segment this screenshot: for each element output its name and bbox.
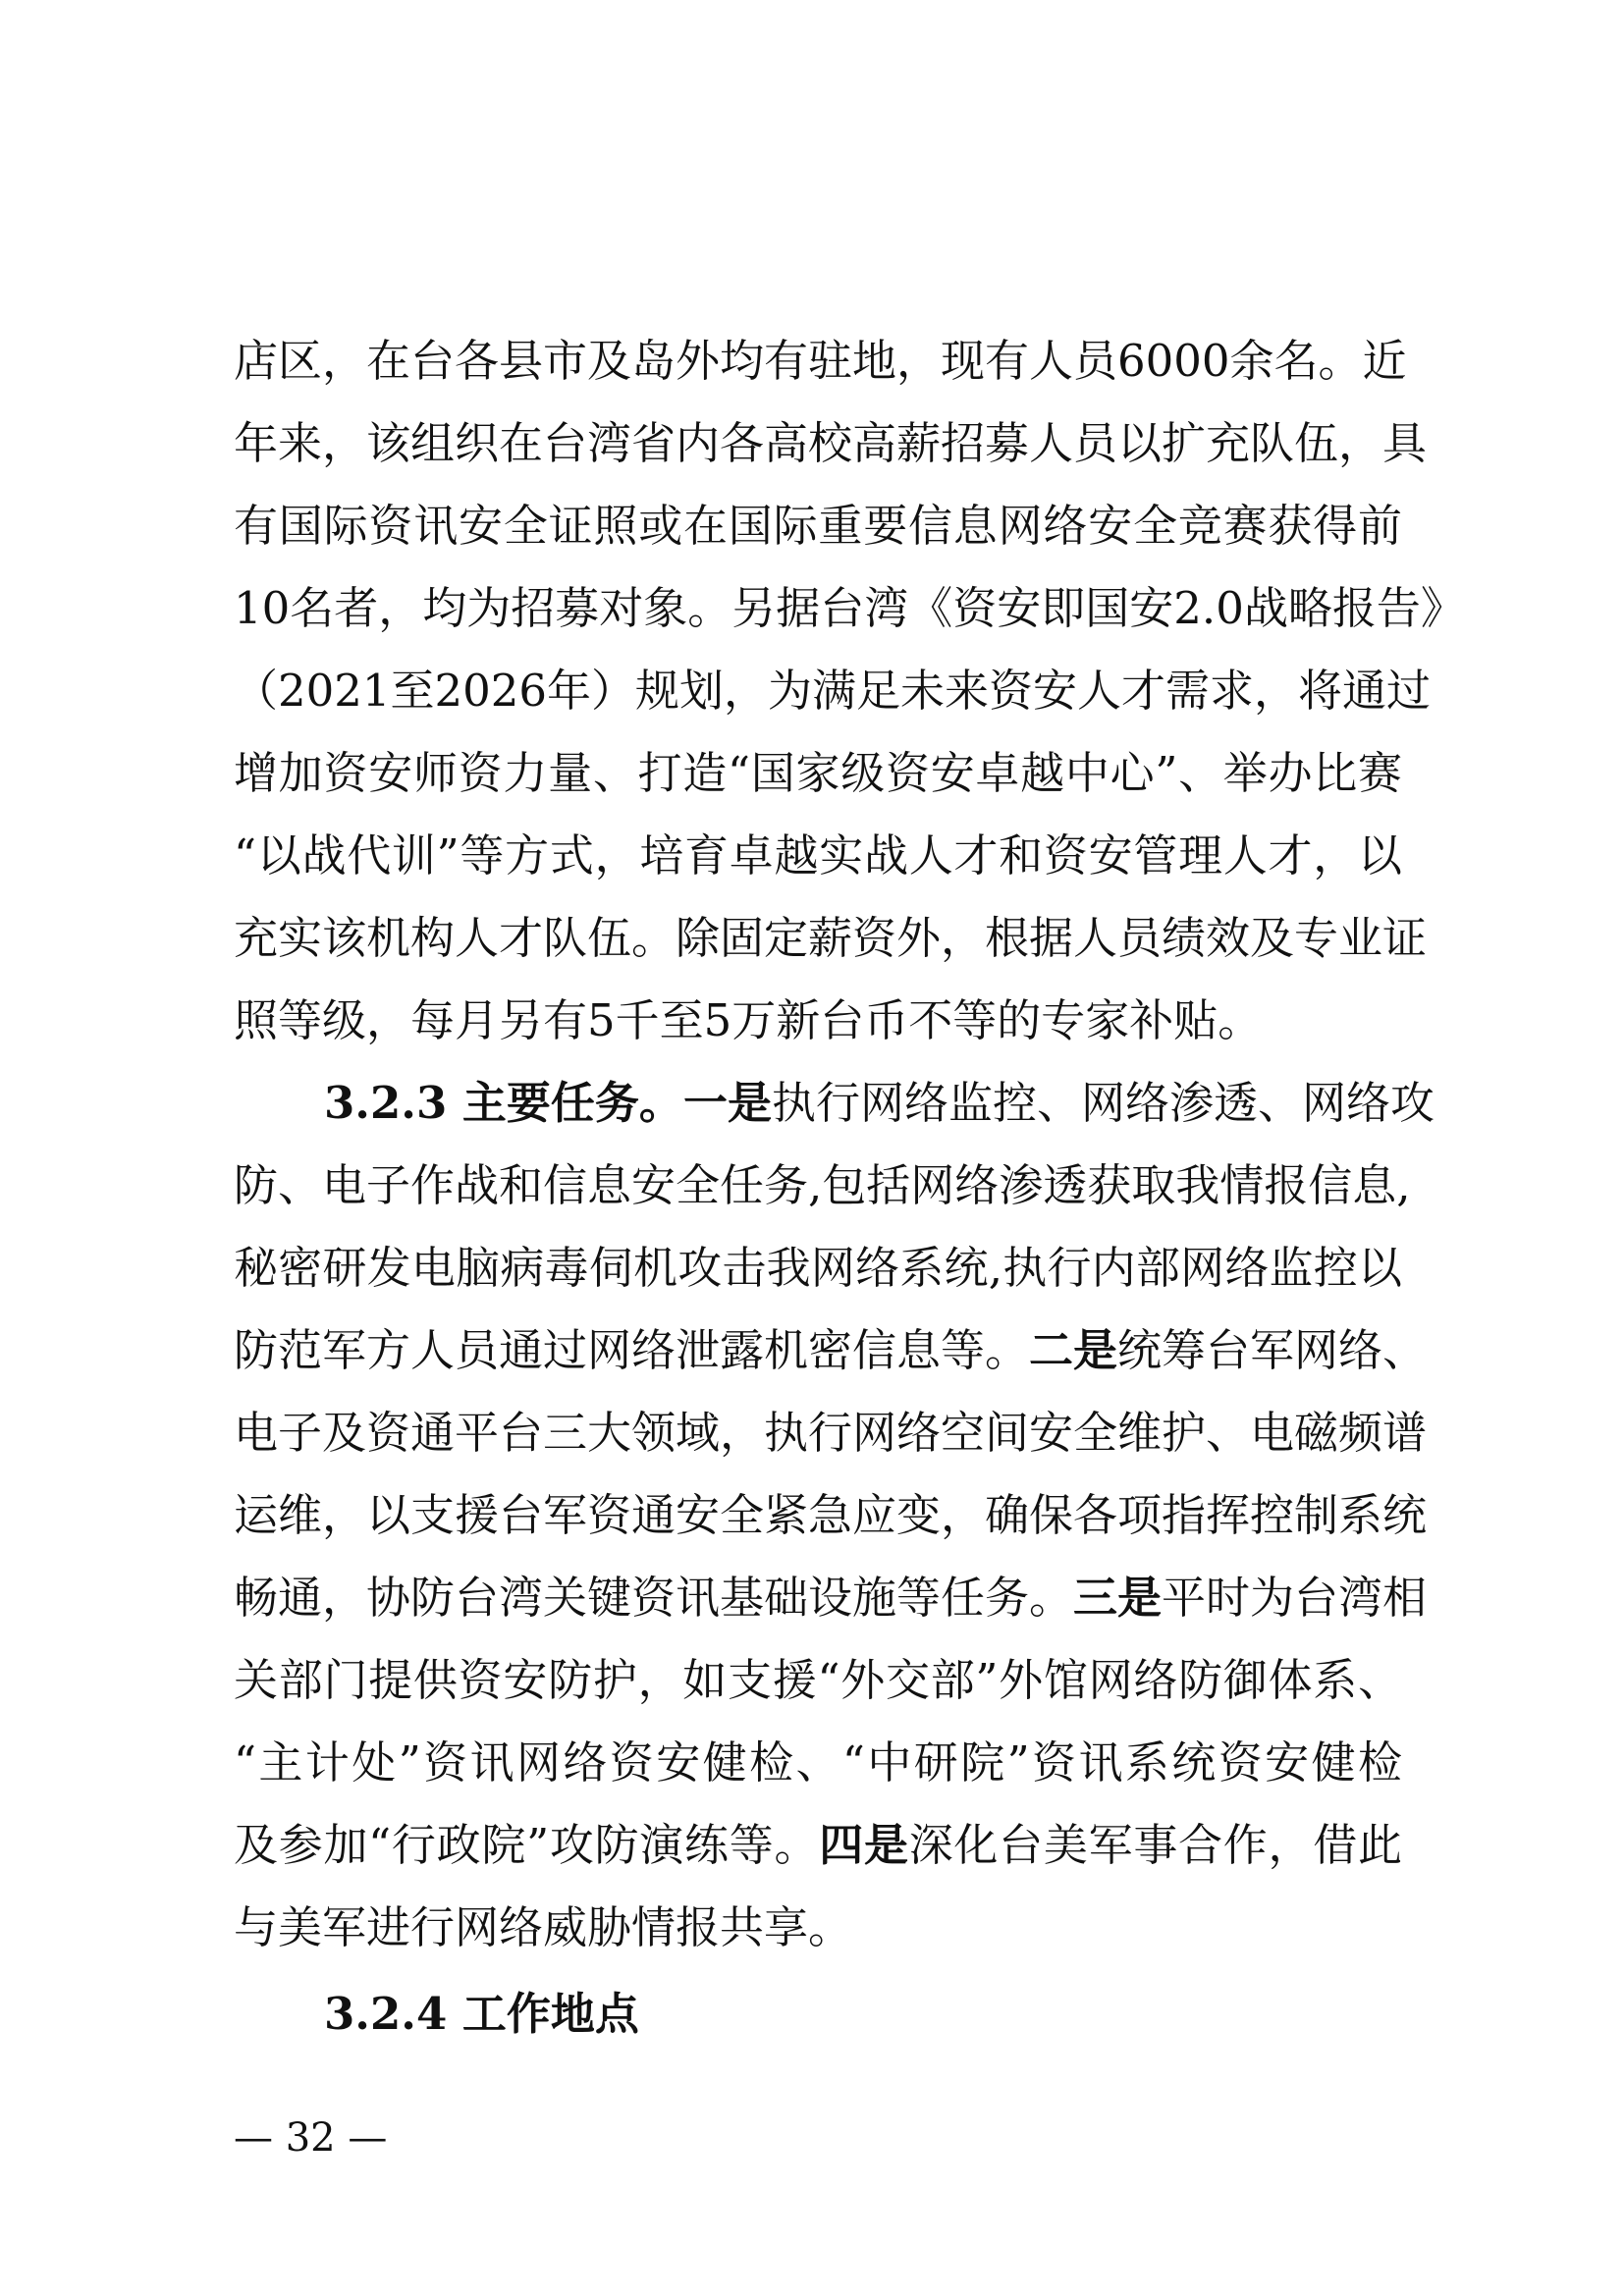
section-3-2-3-text: 统筹台军网络、 xyxy=(1117,1324,1428,1376)
section-3-2-3-text: 畅通，协防台湾关键资讯基础设施等任务。 xyxy=(234,1572,1074,1624)
section-3-2-3-text: 防范军方人员通过网络泄露机密信息等。 xyxy=(234,1324,1030,1376)
section-3-2-3-line-10 xyxy=(234,1806,1402,1885)
section-3-2-3-text: 平时为台湾相 xyxy=(1162,1572,1428,1624)
section-3-2-3-heading: 3.2.3 主要任务。 xyxy=(324,1077,683,1129)
section-3-2-3-line-2: 防、电子作战和信息安全任务,包括网络渗透获取我情报信息, xyxy=(234,1159,1411,1211)
keyword-second: 二是 xyxy=(1029,1324,1118,1376)
section-3-2-3-line-6: 运维，以支援台军资通安全紧急应变，确保各项指挥控制系统 xyxy=(234,1489,1428,1541)
paragraph-line-7: “以战代训”等方式，培育卓越实战人才和资安管理人才，以 xyxy=(234,829,1402,881)
section-3-2-3-text: 深化台美军事合作，借此 xyxy=(908,1819,1402,1871)
paragraph-line-5: （2021至2026年）规划，为满足未来资安人才需求，将通过 xyxy=(234,665,1432,717)
keyword-third: 三是 xyxy=(1073,1572,1163,1624)
keyword-fourth: 四是 xyxy=(819,1819,909,1871)
paragraph-line-2: 年来，该组织在台湾省内各高校高薪招募人员以扩充队伍，具 xyxy=(234,417,1428,469)
page-number: — 32 — xyxy=(234,2115,388,2161)
section-3-2-3-line-8: 关部门提供资安防护，如支援“外交部”外馆网络防御体系、 xyxy=(234,1654,1402,1706)
section-3-2-3-line-5: 电子及资通平台三大领域，执行网络空间安全维护、电磁频谱 xyxy=(234,1407,1428,1459)
section-3-2-3-line-4 xyxy=(234,1311,1428,1390)
section-3-2-3-line-3: 秘密研发电脑病毒伺机攻击我网络系统,执行内部网络监控以 xyxy=(234,1242,1402,1294)
paragraph-line-4: 10名者，均为招募对象。另据台湾《资安即国安2.0战略报告》 xyxy=(234,582,1465,634)
paragraph-line-8: 充实该机构人才队伍。除固定薪资外，根据人员绩效及专业证 xyxy=(234,912,1428,964)
section-3-2-3-text: 及参加“行政院”攻防演练等。 xyxy=(234,1819,820,1871)
paragraph-line-3: 有国际资讯安全证照或在国际重要信息网络安全竞赛获得前 xyxy=(234,500,1402,552)
section-3-2-3-line-7 xyxy=(234,1559,1428,1637)
section-3-2-4-heading: 3.2.4 工作地点 xyxy=(324,1988,639,2040)
section-3-2-3-line-11: 与美军进行网络威胁情报共享。 xyxy=(234,1901,853,1953)
paragraph-line-9: 照等级，每月另有5千至5万新台币不等的专家补贴。 xyxy=(234,994,1263,1046)
paragraph-line-1: 店区，在台各县市及岛外均有驻地，现有人员6000余名。近 xyxy=(234,335,1407,387)
keyword-first: 一是 xyxy=(682,1077,772,1129)
paragraph-line-6: 增加资安师资力量、打造“国家级资安卓越中心”、举办比赛 xyxy=(234,747,1402,799)
section-3-2-3-line-9: “主计处”资讯网络资安健检、“中研院”资讯系统资安健检 xyxy=(234,1736,1402,1789)
section-3-2-3-text: 执行网络监控、网络渗透、网络攻 xyxy=(771,1077,1435,1129)
section-3-2-3-line-1 xyxy=(324,1064,1435,1143)
